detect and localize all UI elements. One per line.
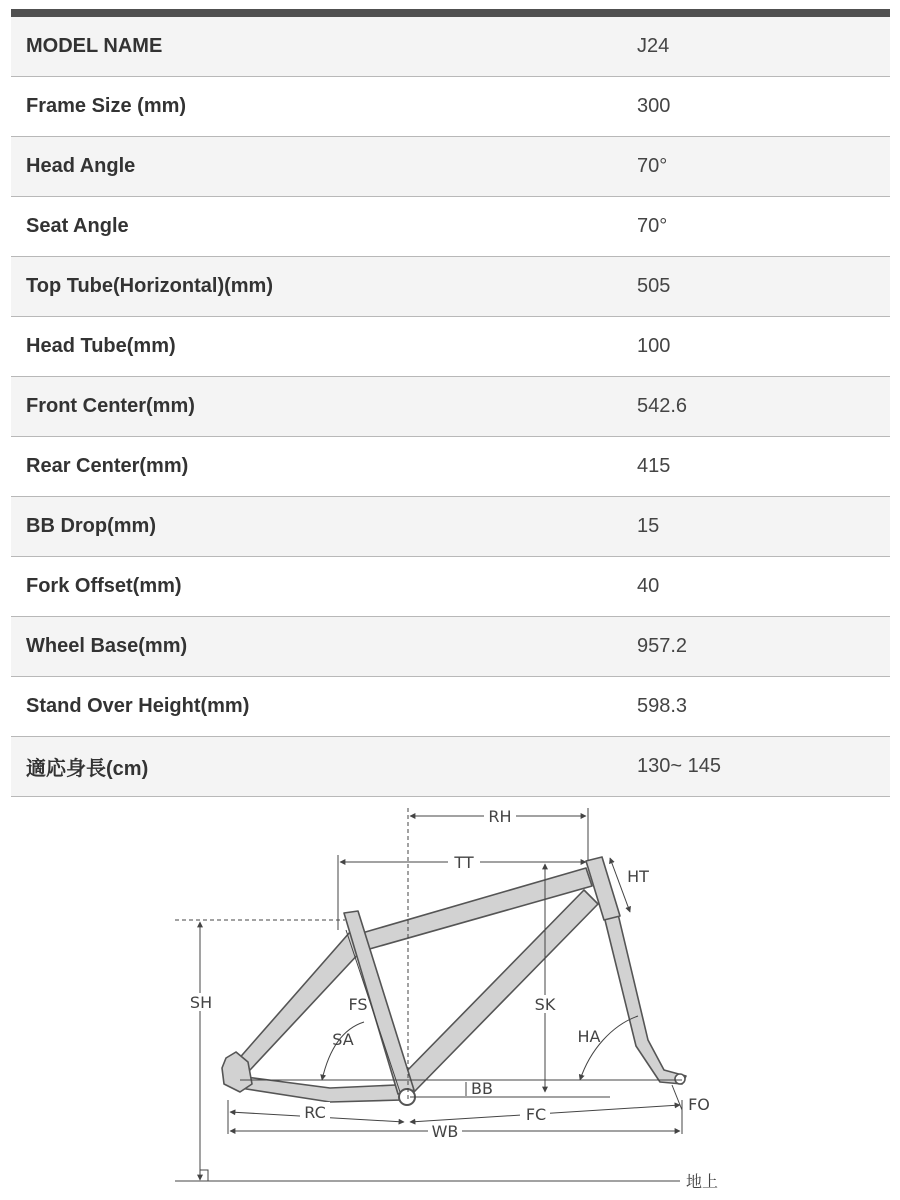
- row-value: 70°: [637, 215, 668, 237]
- bike-frame: [222, 857, 686, 1102]
- row-label: BB Drop(mm): [26, 515, 156, 537]
- row-value: 15: [637, 515, 660, 537]
- row-value: 300: [637, 95, 671, 117]
- right-angle-mark: [200, 1170, 208, 1181]
- row-value: 415: [637, 455, 671, 477]
- table-row: [11, 377, 890, 437]
- row-label: Fork Offset(mm): [26, 575, 182, 597]
- row-value: J24: [637, 35, 670, 57]
- geometry-diagram: [0, 800, 900, 1200]
- row-label: Seat Angle: [26, 215, 129, 237]
- label-ground: 地上: [685, 1172, 719, 1191]
- row-value: 100: [637, 335, 671, 357]
- label-fo: FO: [688, 1095, 710, 1114]
- table-row: [11, 677, 890, 737]
- row-value: 505: [637, 275, 671, 297]
- row-value: 70°: [637, 155, 668, 177]
- table-row: [11, 197, 890, 257]
- ha-arc: [577, 1016, 638, 1080]
- table-top-bar: [11, 9, 890, 17]
- table-row: [11, 317, 890, 377]
- row-value: 598.3: [637, 695, 688, 717]
- label-ht: HT: [627, 867, 649, 886]
- label-wb: WB: [431, 1122, 459, 1141]
- row-value: 130~ 145: [637, 755, 721, 777]
- row-label: Head Angle: [26, 155, 136, 177]
- row-label: MODEL NAME: [26, 35, 163, 57]
- fo-dimension: [672, 1085, 682, 1110]
- row-label: Frame Size (mm): [26, 95, 187, 117]
- label-sk: SK: [534, 995, 556, 1014]
- label-bb: BB: [471, 1079, 493, 1098]
- row-label: Wheel Base(mm): [26, 635, 188, 657]
- label-rc: RC: [304, 1103, 326, 1122]
- row-value: 542.6: [637, 395, 688, 417]
- label-sa: SA: [332, 1030, 354, 1049]
- table-row: [11, 497, 890, 557]
- row-value: 957.2: [637, 635, 688, 657]
- fork: [604, 914, 686, 1084]
- table-row: [11, 617, 890, 677]
- row-label: Stand Over Height(mm): [26, 695, 250, 717]
- label-ha: HA: [577, 1027, 601, 1046]
- table-row: [11, 257, 890, 317]
- row-value: 40: [637, 575, 660, 597]
- table-row: [11, 437, 890, 497]
- front-axle: [675, 1074, 685, 1084]
- row-label: Rear Center(mm): [26, 455, 189, 477]
- table-row: [11, 137, 890, 197]
- label-rh: RH: [488, 807, 512, 826]
- table-row: [11, 77, 890, 137]
- label-tt: TT: [454, 853, 474, 872]
- table-row: [11, 557, 890, 617]
- spec-table: [11, 17, 890, 797]
- table-row: [11, 17, 890, 77]
- row-label: 適応身長(cm): [26, 758, 149, 780]
- label-fs: FS: [348, 995, 368, 1014]
- row-label: Top Tube(Horizontal)(mm): [26, 275, 273, 297]
- label-sh: SH: [189, 993, 213, 1012]
- row-label: Head Tube(mm): [26, 335, 176, 357]
- seat-stay: [236, 932, 362, 1070]
- row-label: Front Center(mm): [26, 395, 195, 417]
- table-row: [11, 737, 890, 797]
- label-fc: FC: [525, 1105, 547, 1124]
